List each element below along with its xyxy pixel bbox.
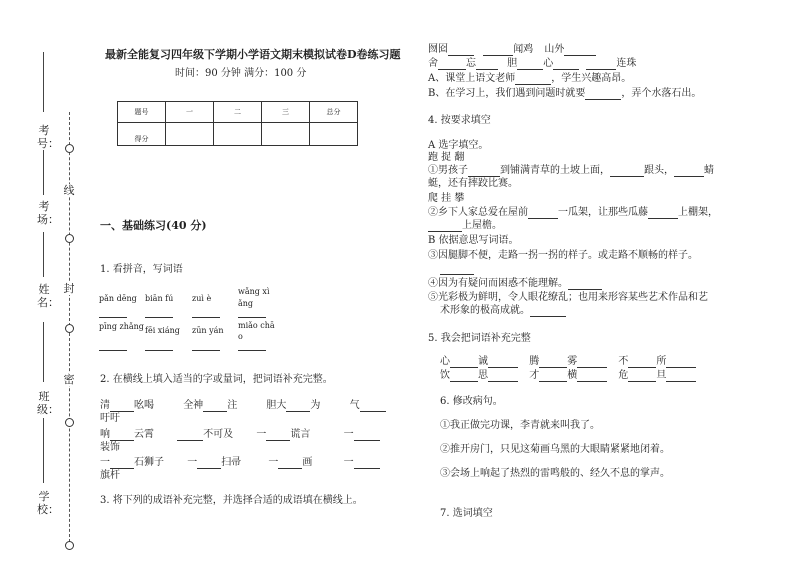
blank[interactable] (586, 59, 616, 70)
word-part: 谎言 (290, 429, 311, 440)
score-cell[interactable] (214, 123, 262, 146)
word-part: 忘 (466, 58, 476, 69)
exam-room-label: 考场： (37, 200, 59, 226)
class-label: 班级： (37, 390, 59, 416)
q2-row1 (100, 400, 386, 412)
q4-s5: ⑤光彩极为鲜明，令人眼花缭乱；也用来形容某些艺术作品和艺 (428, 292, 708, 303)
q3-title: 3. 将下列的成语补充完整，并选择合适的成语填在横线上。 (100, 495, 363, 506)
word-part: 装饰 (100, 442, 120, 453)
binding-hole (65, 324, 74, 333)
page-title: 最新全能复习四年级下学期小学语文期末模拟试卷D卷练习题 (105, 48, 401, 61)
word-part: 旗杆 (100, 470, 120, 481)
q4-s4: ④因为有疑问而困惑不能理解。 (428, 278, 602, 290)
answer-line[interactable] (238, 317, 266, 318)
blank[interactable] (450, 357, 478, 368)
blank[interactable] (666, 357, 696, 368)
word-part: 心 (543, 58, 554, 69)
word-part: 一 (343, 429, 354, 440)
q3-sentence-b: B、在学习上，我们遇到问题时就要 ，弄个水落石出。 (428, 88, 702, 99)
blank[interactable] (354, 458, 380, 469)
cut-mark: 线 (63, 184, 75, 197)
blank[interactable] (203, 401, 227, 412)
blank[interactable] (628, 371, 656, 382)
exam-number-line (43, 52, 44, 112)
blank[interactable] (448, 45, 474, 56)
word-part: 全神 (183, 400, 204, 411)
pinyin: pǎn dēng (99, 294, 137, 303)
q2-title: 2. 在横线上填入适当的字或量词，把词语补充完整。 (100, 374, 333, 385)
answer-line[interactable] (99, 350, 127, 351)
q4-s5b: 术形象的极高成就。 (440, 305, 566, 317)
binding-hole (65, 234, 74, 243)
word-part: 一 (343, 457, 354, 468)
page-subtitle: 时间：90 分钟 满分：100 分 (175, 68, 307, 79)
blank[interactable] (286, 401, 310, 412)
score-header: 三 (262, 102, 310, 123)
blank[interactable] (628, 357, 656, 368)
word-part: 吆喝 (134, 400, 154, 411)
q4-chars2: 爬 挂 攀 (428, 193, 465, 204)
class-line (43, 322, 44, 382)
word-part: 注 (227, 400, 238, 411)
word-part: 一 (256, 429, 267, 440)
word-part: 一 (187, 457, 198, 468)
q4-title: 4. 按要求填空 (428, 115, 491, 126)
blank[interactable] (585, 89, 621, 100)
word-part: 舍 (428, 58, 438, 69)
blank[interactable] (539, 357, 567, 368)
blank[interactable] (539, 371, 567, 382)
blank[interactable] (577, 371, 607, 382)
blank[interactable] (354, 430, 380, 441)
blank[interactable] (648, 208, 678, 219)
word-part: 气 (349, 400, 360, 411)
answer-line[interactable] (99, 317, 127, 318)
q5-row1: 心 诚 腾 雾 不 所 (440, 356, 696, 368)
blank[interactable] (674, 166, 704, 177)
blank[interactable] (517, 59, 543, 70)
exam-number-label: 考号： (37, 124, 59, 150)
word-part: 不可及 (203, 429, 234, 440)
word-part: 石狮子 (134, 457, 164, 468)
score-header: 题号 (118, 102, 166, 123)
word-part: 闻鸡 (513, 44, 534, 55)
blank[interactable] (568, 279, 602, 290)
pinyin: biān fú (145, 294, 174, 303)
exam-room-line (43, 150, 44, 195)
blank[interactable] (468, 166, 500, 177)
q4-b-label: B 依据意思写词语。 (428, 235, 519, 246)
pinyin: ǎng (238, 299, 254, 308)
word-part: 清 (100, 400, 110, 411)
word-part: 响 (100, 429, 110, 440)
word-part: 画 (302, 457, 313, 468)
blank[interactable] (488, 357, 518, 368)
word-part: 山外 (544, 44, 565, 55)
blank[interactable] (666, 371, 696, 382)
blank[interactable] (553, 59, 579, 70)
q4-chars: 跑 捉 翻 (428, 152, 465, 163)
word-part: 连珠 (616, 58, 637, 69)
q2-row2 (100, 429, 380, 441)
q4-s3: ③因腿脚不便，走路一拐一拐的样子。或走路不顺畅的样子。 (428, 250, 698, 261)
word-part: 吁吁 (100, 413, 120, 424)
blank[interactable] (610, 166, 644, 177)
q4-s1b: 蜓，还有摔跤比赛。 (428, 178, 518, 189)
answer-line[interactable] (145, 317, 173, 318)
score-cell[interactable] (166, 123, 214, 146)
name-label: 姓名： (37, 283, 59, 309)
q7-title: 7. 选词填空 (440, 508, 493, 519)
q3-sentence-a: A、课堂上语文老师 ，学生兴趣高昂。 (428, 73, 632, 84)
pinyin: wǎng xì (238, 287, 270, 296)
score-cell[interactable] (310, 123, 358, 146)
pinyin: zuì è (192, 294, 212, 303)
q4-s2b: 上屋檐。 (428, 220, 502, 232)
q6-s1: ①我正做完功课，李青就来叫我了。 (440, 420, 600, 431)
name-line (43, 232, 44, 277)
q3-idiom-row1 (428, 44, 596, 56)
score-table (117, 101, 358, 146)
blank[interactable] (278, 458, 302, 469)
score-header: 一 (166, 102, 214, 123)
answer-line[interactable] (192, 317, 220, 318)
score-header: 二 (214, 102, 262, 123)
blank[interactable] (476, 59, 498, 70)
pinyin: fēi xiáng (145, 326, 180, 335)
q4-s1: ①男孩子 到铺满青草的土坡上面， 跟头， 蜻 (428, 165, 714, 176)
blank[interactable] (360, 401, 386, 412)
answer-line[interactable] (192, 350, 220, 351)
word-part: 云霄 (134, 429, 154, 440)
word-part: 一 (268, 457, 279, 468)
binding-hole (65, 541, 74, 550)
blank[interactable] (110, 458, 134, 469)
blank[interactable] (483, 45, 513, 56)
score-row-label: 得分 (118, 123, 166, 146)
blank[interactable] (530, 306, 566, 317)
q6-s2: ②推开房门，只见这菊画乌黑的大眼睛紧紧地闭着。 (440, 444, 670, 455)
binding-hole (65, 418, 74, 427)
q4-s2: ②乡下人家总爱在屋前 一瓜架，让那些瓜藤 上棚架， (428, 207, 718, 218)
word-part: 胆 (507, 58, 518, 69)
q2-row3 (100, 457, 380, 469)
q6-title: 6. 修改病句。 (440, 396, 503, 407)
blank[interactable] (197, 458, 221, 469)
blank[interactable] (110, 430, 134, 441)
blank[interactable] (515, 74, 551, 85)
q3-idiom-row2 (428, 58, 636, 70)
blank[interactable] (110, 401, 134, 412)
q1-title: 1. 看拼音，写词语 (100, 264, 183, 275)
word-part: 扫帚 (221, 457, 242, 468)
blank[interactable] (438, 59, 466, 70)
blank[interactable] (488, 371, 518, 382)
q4-a-label: A 选字填空。 (428, 140, 489, 151)
blank[interactable] (266, 430, 290, 441)
section-title: 一、基础练习(40 分) (100, 219, 207, 232)
q5-title: 5. 我会把词语补充完整 (428, 333, 531, 344)
blank[interactable] (577, 357, 607, 368)
word-part: 一 (100, 457, 110, 468)
pinyin: pīng zhǎng (99, 322, 144, 331)
binding-hole (65, 144, 74, 153)
cut-mark: 密 (63, 373, 75, 386)
school-label: 学校： (37, 490, 59, 516)
blank[interactable] (450, 371, 478, 382)
answer-line[interactable] (238, 350, 266, 351)
blank[interactable] (177, 430, 203, 441)
q6-s3: ③会场上响起了热烈的雷鸣般的、经久不息的掌声。 (440, 468, 670, 479)
word-part: 胆大 (266, 400, 287, 411)
pinyin: zūn yán (192, 326, 224, 335)
answer-line[interactable] (440, 274, 474, 275)
school-line (43, 418, 44, 483)
word-part: 为 (310, 400, 321, 411)
answer-line[interactable] (145, 350, 173, 351)
pinyin: o (238, 332, 243, 341)
word-part: 囫囵 (428, 44, 448, 55)
cut-mark: 封 (63, 282, 75, 295)
score-header: 总分 (310, 102, 358, 123)
q5-row2: 饮 思 才 横 危 旦 (440, 370, 696, 382)
blank[interactable] (528, 208, 558, 219)
pinyin: miǎo chā (238, 321, 275, 330)
blank[interactable] (428, 221, 462, 232)
score-cell[interactable] (262, 123, 310, 146)
blank[interactable] (564, 45, 596, 56)
